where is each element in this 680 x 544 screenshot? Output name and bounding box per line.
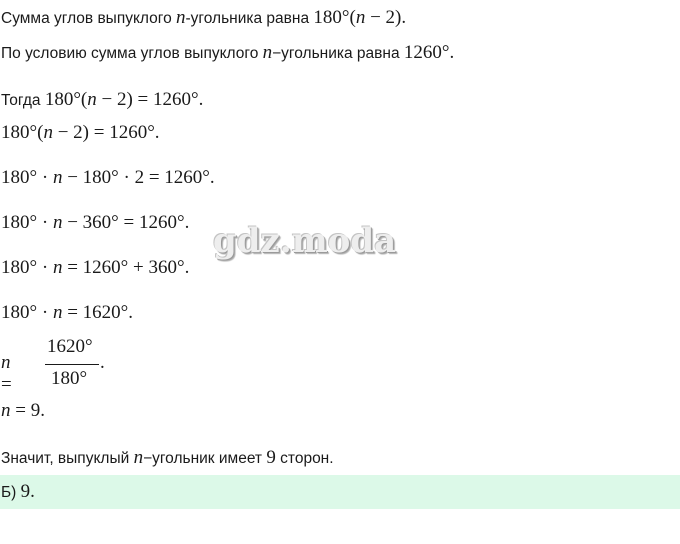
math-var: n xyxy=(1,400,11,421)
math-expr: 180° · xyxy=(1,302,53,323)
math-var: n xyxy=(355,7,366,28)
text: Значит, выпуклый xyxy=(1,450,134,467)
answer-box xyxy=(0,475,680,509)
math-var: n xyxy=(52,302,63,323)
math-expr: − 2). xyxy=(365,7,407,28)
math-expr: − 180° · 2 = 1260°. xyxy=(62,167,215,188)
math-var: n xyxy=(262,42,273,63)
math-expr: 180° · xyxy=(1,167,53,188)
math-var: n xyxy=(133,447,144,468)
math-var: n xyxy=(87,89,97,110)
text: сторон. xyxy=(275,450,334,467)
fraction-bar xyxy=(45,364,99,365)
math-expr: 180°( xyxy=(313,7,356,28)
math-expr: 180°( xyxy=(1,122,44,143)
equation-step-3 xyxy=(1,212,189,235)
math-var: n xyxy=(176,7,186,28)
math-expr: 180° · xyxy=(1,257,53,278)
answer-label: Б) xyxy=(1,484,21,501)
math-expr: 180°( xyxy=(44,89,88,110)
equation-step-1 xyxy=(1,122,160,145)
math-expr: 180° · xyxy=(1,212,53,233)
equation-step-4 xyxy=(1,257,189,280)
equation-step-5 xyxy=(1,302,133,325)
condition-line xyxy=(1,42,454,65)
text: -угольника равна xyxy=(185,10,314,27)
math-expr: − 2) = 1260°. xyxy=(96,89,204,110)
math-expr: = 1620°. xyxy=(62,302,134,323)
math-var: n xyxy=(1,352,11,373)
answer-line xyxy=(1,481,35,504)
math-number: 9 xyxy=(266,447,276,468)
text: −угольник имеет xyxy=(143,450,267,467)
formula-statement-line xyxy=(1,7,406,30)
math-expr: 1260°. xyxy=(403,42,455,63)
math-expr: − 2) = 1260°. xyxy=(52,122,160,143)
math-var: n xyxy=(52,257,63,278)
equals-sign: = xyxy=(1,374,12,395)
math-var: n xyxy=(52,167,63,188)
conclusion-line xyxy=(1,447,334,470)
text: Тогда xyxy=(1,92,45,109)
math-var: n xyxy=(52,212,63,233)
math-var: n xyxy=(43,122,53,143)
math-expr: − 360° = 1260°. xyxy=(62,212,190,233)
math-expr: = 1260° + 360°. xyxy=(62,257,190,278)
text: По условию сумма углов выпуклого xyxy=(1,45,263,62)
watermark-logo: gdz.moda xyxy=(213,221,397,261)
math-expr: = 9. xyxy=(10,400,45,421)
fraction-denominator: 180° xyxy=(51,368,88,389)
answer-value: 9. xyxy=(20,481,35,502)
result-line xyxy=(1,400,45,423)
text: Сумма углов выпуклого xyxy=(1,10,177,27)
text: −угольника равна xyxy=(272,45,404,62)
equation-step-2 xyxy=(1,167,215,190)
then-line xyxy=(1,89,203,112)
period: . xyxy=(100,352,105,373)
fraction-numerator: 1620° xyxy=(47,336,93,357)
